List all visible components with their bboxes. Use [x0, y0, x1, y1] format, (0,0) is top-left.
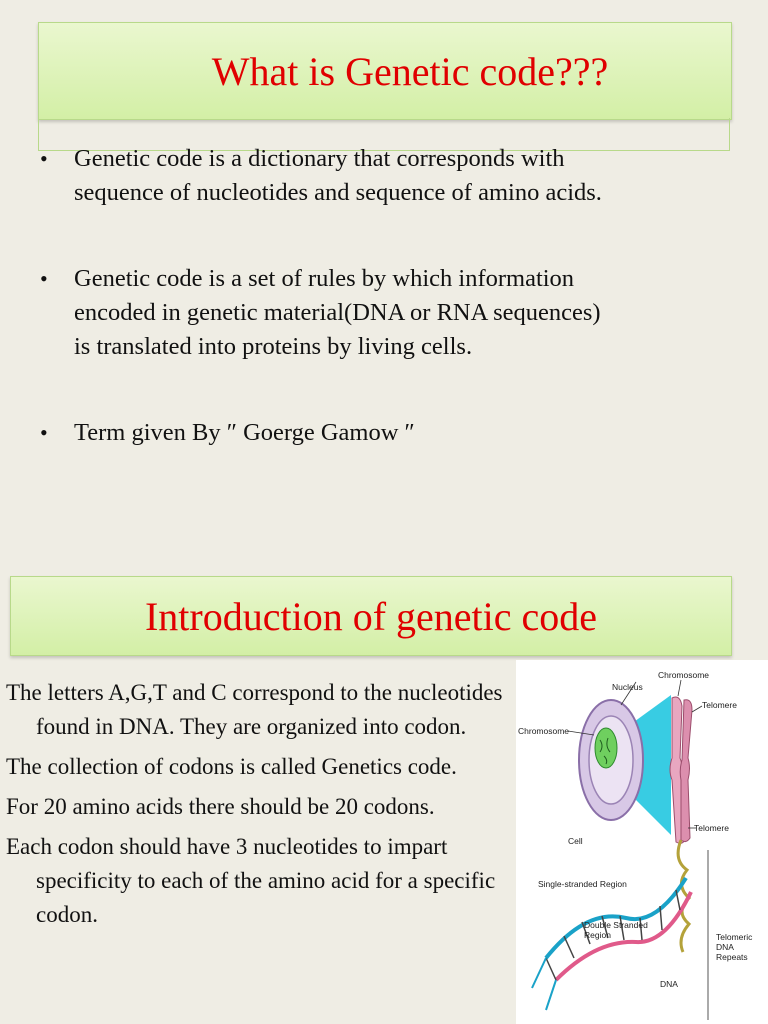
pointer-line [692, 706, 702, 712]
slide-2 [0, 560, 768, 1024]
slide-2-title-box [10, 576, 732, 656]
intro-text [6, 676, 531, 938]
bullet-item: • Genetic code is a dictionary that corresponds with sequence of nucleotides and sequence of amino acids. [40, 142, 740, 210]
label-double-stranded: Double Stranded Region [584, 920, 648, 940]
slide-2-title: Introduction of genetic code [144, 593, 598, 639]
label-chromosome-left: Chromosome [518, 726, 570, 736]
label-nucleus: Nucleus [612, 682, 643, 692]
chromosome-illustration [516, 660, 768, 1024]
bullet-item: • Genetic code is a set of rules by which information encoded in genetic material(DNA or RNA sequences) is translated into proteins by living cells. [40, 262, 740, 364]
single-strand [532, 958, 556, 1010]
label-telomere-top: Telomere [702, 700, 737, 710]
pointer-line [678, 680, 681, 696]
label-dna: DNA [660, 979, 678, 989]
bullet-item: • Term given By ″ Goerge Gamow ″ [40, 416, 740, 450]
label-telomere-bottom: Telomere [694, 823, 729, 833]
intro-paragraph: The letters A,G,T and C correspond to the nucleotides found in DNA. They are organized into codon. [6, 680, 503, 739]
slide-1-title: What is Genetic code??? [211, 48, 609, 94]
label-single-stranded: Single-stranded Region [538, 879, 627, 889]
dna-strand [546, 878, 686, 958]
slide-1-title-box [38, 22, 732, 120]
label-telomeric-repeats: Telomeric DNA Repeats [716, 932, 753, 962]
chromosome-diagram [516, 660, 768, 1024]
nucleus-shape [595, 728, 617, 768]
intro-paragraph: For 20 amino acids there should be 20 codons. [6, 794, 435, 819]
label-cell: Cell [568, 836, 583, 846]
intro-paragraph: The collection of codons is called Genetics code. [6, 754, 457, 779]
label-chromosome-top: Chromosome [658, 670, 710, 680]
bullet-list [40, 142, 740, 502]
intro-paragraph: Each codon should have 3 nucleotides to impart specificity to each of the amino acid for a specific codon. [6, 834, 496, 927]
chromosome-shape [680, 700, 692, 842]
